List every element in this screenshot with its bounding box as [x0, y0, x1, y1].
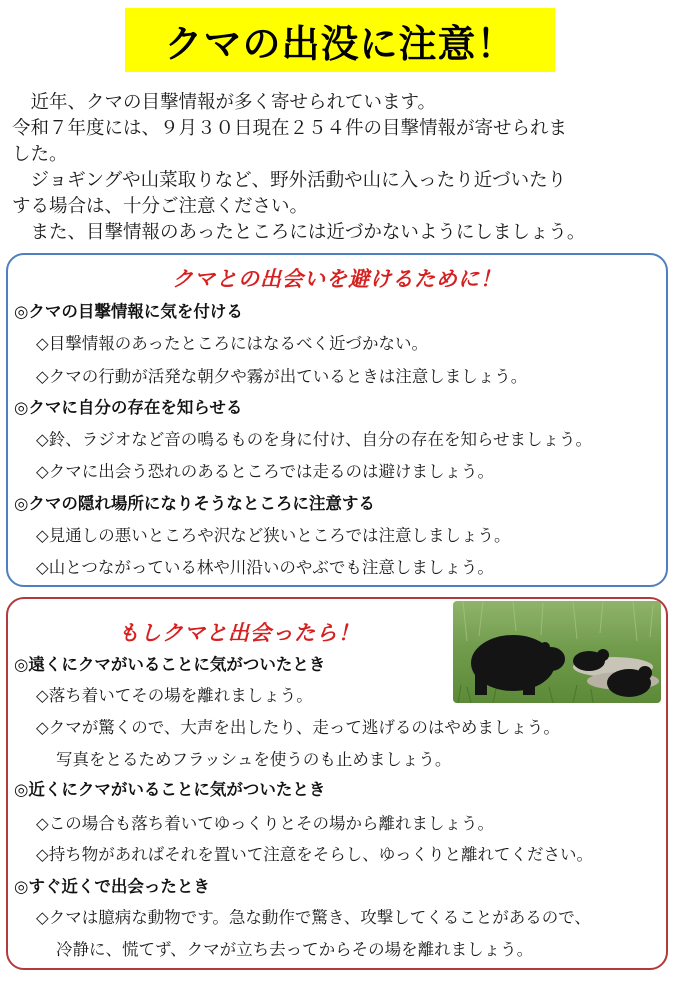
section-heading: ◎クマの隠れ場所になりそうなところに注意する: [14, 494, 375, 513]
tip-item: ◇目撃情報のあったところにはなるべく近づかない。: [36, 334, 429, 353]
page-title: クマの出没に注意！: [164, 21, 516, 66]
tip-item: ◇山とつながっている林や川沿いのやぶでも注意しましょう。: [36, 558, 494, 577]
encounter-box: [6, 597, 668, 970]
section-heading: ◎遠くにクマがいることに気がついたとき: [14, 655, 326, 674]
tip-item: ◇持ち物があればそれを置いて注意をそらし、ゆっくりと離れてください。: [36, 845, 594, 864]
intro-line: 令和７年度には、９月３０日現在２５４件の目撃情報が寄せられま: [12, 118, 568, 139]
tip-item: 写真をとるためフラッシュを使うのも止めましょう。: [56, 750, 452, 769]
tip-item: ◇クマが驚くので、大声を出したり、走って逃げるのはやめましょう。: [36, 718, 560, 737]
section-heading: ◎クマに自分の存在を知らせる: [14, 398, 243, 417]
tip-item: ◇この場合も落ち着いてゆっくりとその場から離れましょう。: [36, 814, 495, 833]
tip-item: 冷静に、慌てず、クマが立ち去ってからその場を離れましょう。: [56, 940, 534, 959]
intro-text: [12, 90, 672, 246]
intro-line: 近年、クマの目撃情報が多く寄せられています。: [12, 92, 437, 113]
tip-item: ◇鈴、ラジオなど音の鳴るものを身に付け、自分の存在を知らせましょう。: [36, 430, 593, 449]
title-banner: [125, 8, 555, 72]
encounter-title: もしクマと出会ったら！: [118, 621, 360, 645]
intro-line: また、目撃情報のあったところには近づかないようにしましょう。: [12, 222, 586, 243]
tip-item: ◇見通しの悪いところや沢など狭いところでは注意しましょう。: [36, 526, 511, 545]
avoid-bears-box: [6, 253, 668, 587]
bear-photo: [453, 601, 661, 703]
section-heading: ◎すぐ近くで出会ったとき: [14, 877, 210, 896]
tip-item: ◇クマは臆病な動物です。急な動作で驚き、攻撃してくることがあるので、: [36, 908, 591, 927]
section-heading: ◎近くにクマがいることに気がついたとき: [14, 780, 326, 799]
tip-item: ◇クマに出会う恐れのあるところでは走るのは避けましょう。: [36, 462, 495, 481]
intro-line: する場合は、十分ご注意ください。: [12, 196, 309, 217]
avoid-bears-title: クマとの出会いを避けるために！: [172, 267, 502, 291]
intro-line: した。: [12, 144, 68, 165]
intro-line: ジョギングや山菜取りなど、野外活動や山に入ったり近づいたり: [12, 170, 567, 191]
tip-item: ◇クマの行動が活発な朝夕や霧が出ているときは注意しましょう。: [36, 367, 528, 386]
tip-item: ◇落ち着いてその場を離れましょう。: [36, 686, 313, 705]
section-heading: ◎クマの目撃情報に気を付ける: [14, 302, 243, 321]
